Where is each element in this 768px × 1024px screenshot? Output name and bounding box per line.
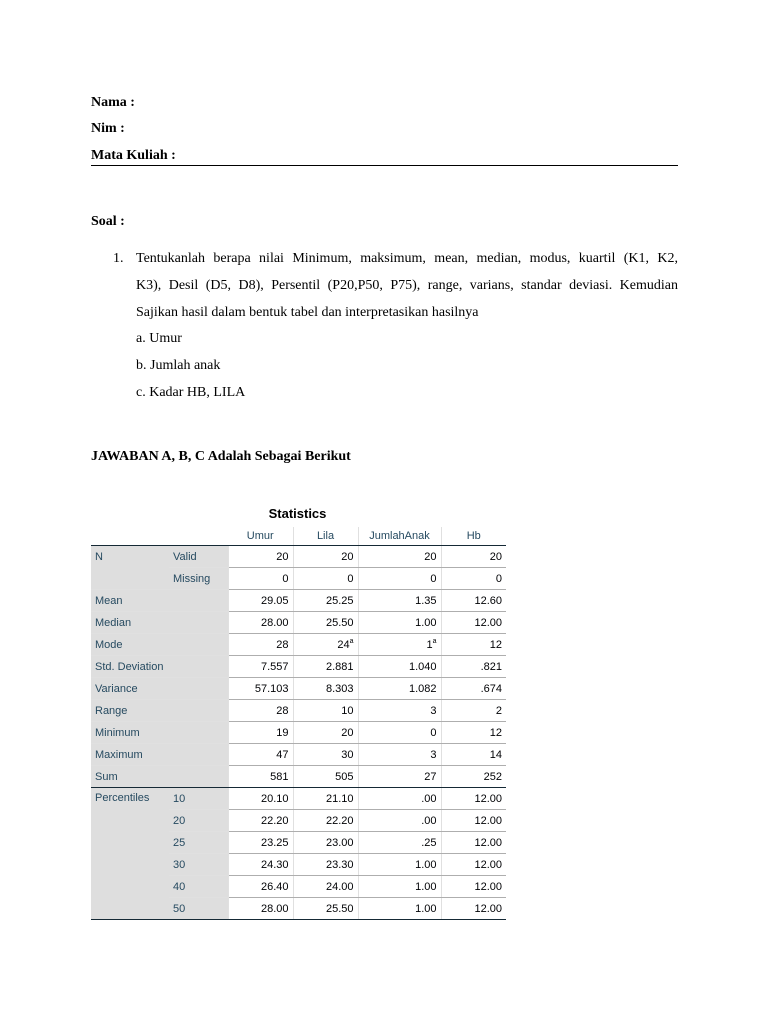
table-row: [91, 744, 506, 766]
cell-value: 1: [426, 638, 433, 651]
footnote-mark: a: [349, 637, 354, 645]
table-row: [91, 678, 506, 700]
table-cell: [293, 634, 358, 656]
table-row: [91, 656, 506, 678]
table-cell: [358, 634, 441, 656]
row-label: Mean: [91, 590, 228, 612]
header-blank: [169, 527, 228, 546]
table-cell: 0: [228, 568, 293, 590]
question-item-b: b. Jumlah anak: [136, 358, 221, 373]
row-label: Mode: [91, 634, 228, 656]
table-cell: 14: [441, 744, 506, 766]
table-cell: .00: [358, 788, 441, 810]
question-line-2: K3), Desil (D5, D8), Persentil (P20,P50, P75), range, varians, standar deviasi. Kemudian: [136, 278, 678, 293]
table-cell: 28.00: [228, 898, 293, 920]
table-cell: 12.00: [441, 788, 506, 810]
table-cell: 0: [358, 722, 441, 744]
table-cell: 23.30: [293, 854, 358, 876]
table-cell: 25.25: [293, 590, 358, 612]
table-cell: .25: [358, 832, 441, 854]
percentile-label: 40: [169, 876, 228, 898]
table-cell: 27: [358, 766, 441, 788]
cell-value: 12: [489, 638, 502, 651]
statistics-title: Statistics: [268, 506, 327, 521]
question-line-1: Tentukanlah berapa nilai Minimum, maksimum, mean, median, modus, kuartil (K1, K2,: [136, 251, 678, 266]
table-cell: 57.103: [228, 678, 293, 700]
row-label-percentiles: Percentiles: [91, 788, 169, 920]
table-row: [91, 700, 506, 722]
table-cell: 24.00: [293, 876, 358, 898]
table-row: [91, 788, 506, 810]
table-cell: 581: [228, 766, 293, 788]
table-cell: 7.557: [228, 656, 293, 678]
column-header: Umur: [228, 527, 293, 546]
question-number: 1.: [113, 251, 124, 266]
table-cell: 26.40: [228, 876, 293, 898]
table-cell: 12.00: [441, 832, 506, 854]
table-cell: 28: [228, 700, 293, 722]
table-cell: [441, 634, 506, 656]
table-cell: 20: [228, 546, 293, 568]
table-header-row: [91, 527, 506, 546]
percentile-label: 25: [169, 832, 228, 854]
question-item-a: a. Umur: [136, 331, 182, 346]
table-cell: 20: [293, 722, 358, 744]
table-cell: 22.20: [293, 810, 358, 832]
row-label: Std. Deviation: [91, 656, 228, 678]
table-cell: 12.60: [441, 590, 506, 612]
row-label: N: [91, 546, 169, 568]
table-cell: 1.040: [358, 656, 441, 678]
table-cell: 12.00: [441, 898, 506, 920]
mata-kuliah-label: Mata Kuliah :: [91, 148, 176, 163]
table-cell: 28.00: [228, 612, 293, 634]
table-cell: 8.303: [293, 678, 358, 700]
table-cell: 12.00: [441, 854, 506, 876]
table-row: [91, 590, 506, 612]
table-cell: 23.25: [228, 832, 293, 854]
table-cell: 0: [441, 568, 506, 590]
table-cell: [228, 634, 293, 656]
footnote-mark: a: [432, 637, 437, 645]
table-cell: 252: [441, 766, 506, 788]
statistics-table: [91, 527, 506, 920]
table-cell: .674: [441, 678, 506, 700]
table-cell: 2.881: [293, 656, 358, 678]
table-cell: 20.10: [228, 788, 293, 810]
table-cell: 3: [358, 700, 441, 722]
table-cell: 29.05: [228, 590, 293, 612]
table-cell: 20: [358, 546, 441, 568]
table-cell: .821: [441, 656, 506, 678]
row-label: Median: [91, 612, 228, 634]
table-cell: 10: [293, 700, 358, 722]
table-cell: 1.00: [358, 876, 441, 898]
table-cell: 0: [293, 568, 358, 590]
table-cell: 12.00: [441, 876, 506, 898]
cell-value: 24: [337, 638, 350, 651]
column-header: Lila: [293, 527, 358, 546]
header-divider: [91, 165, 678, 166]
cell-value: 28: [276, 638, 289, 651]
table-cell: 47: [228, 744, 293, 766]
table-cell: 21.10: [293, 788, 358, 810]
table-cell: 12.00: [441, 612, 506, 634]
table-cell: 25.50: [293, 612, 358, 634]
table-cell: 19: [228, 722, 293, 744]
table-cell: 23.00: [293, 832, 358, 854]
column-header: Hb: [441, 527, 506, 546]
table-cell: 1.00: [358, 612, 441, 634]
table-cell: 12: [441, 722, 506, 744]
table-cell: .00: [358, 810, 441, 832]
table-cell: 1.082: [358, 678, 441, 700]
percentile-label: 30: [169, 854, 228, 876]
table-cell: 12.00: [441, 810, 506, 832]
row-label: Sum: [91, 766, 228, 788]
nim-label: Nim :: [91, 121, 125, 136]
header-blank: [91, 527, 169, 546]
percentile-label: 10: [169, 788, 228, 810]
nama-label: Nama :: [91, 95, 135, 110]
table-cell: 20: [441, 546, 506, 568]
column-header: JumlahAnak: [358, 527, 441, 546]
table-cell: 30: [293, 744, 358, 766]
table-cell: 0: [358, 568, 441, 590]
table-row: [91, 766, 506, 788]
table-cell: 1.35: [358, 590, 441, 612]
row-label: Range: [91, 700, 228, 722]
percentile-label: 20: [169, 810, 228, 832]
soal-heading: Soal :: [91, 214, 125, 229]
question-item-c: c. Kadar HB, LILA: [136, 385, 246, 400]
table-row: [91, 634, 506, 656]
table-row: [91, 568, 506, 590]
row-sublabel: Missing: [169, 568, 228, 590]
table-cell: 22.20: [228, 810, 293, 832]
row-sublabel: Valid: [169, 546, 228, 568]
table-cell: 1.00: [358, 898, 441, 920]
table-cell: 24.30: [228, 854, 293, 876]
table-row: [91, 722, 506, 744]
answer-heading: JAWABAN A, B, C Adalah Sebagai Berikut: [91, 449, 351, 464]
table-cell: 2: [441, 700, 506, 722]
table-cell: 505: [293, 766, 358, 788]
question-line-3: Sajikan hasil dalam bentuk tabel dan interpretasikan hasilnya: [136, 305, 479, 320]
row-label: [91, 568, 169, 590]
table-cell: 20: [293, 546, 358, 568]
row-label: Maximum: [91, 744, 228, 766]
table-cell: 1.00: [358, 854, 441, 876]
table-row: [91, 546, 506, 568]
table-row: [91, 612, 506, 634]
table-cell: 25.50: [293, 898, 358, 920]
percentile-label: 50: [169, 898, 228, 920]
table-cell: 3: [358, 744, 441, 766]
row-label: Minimum: [91, 722, 228, 744]
row-label: Variance: [91, 678, 228, 700]
